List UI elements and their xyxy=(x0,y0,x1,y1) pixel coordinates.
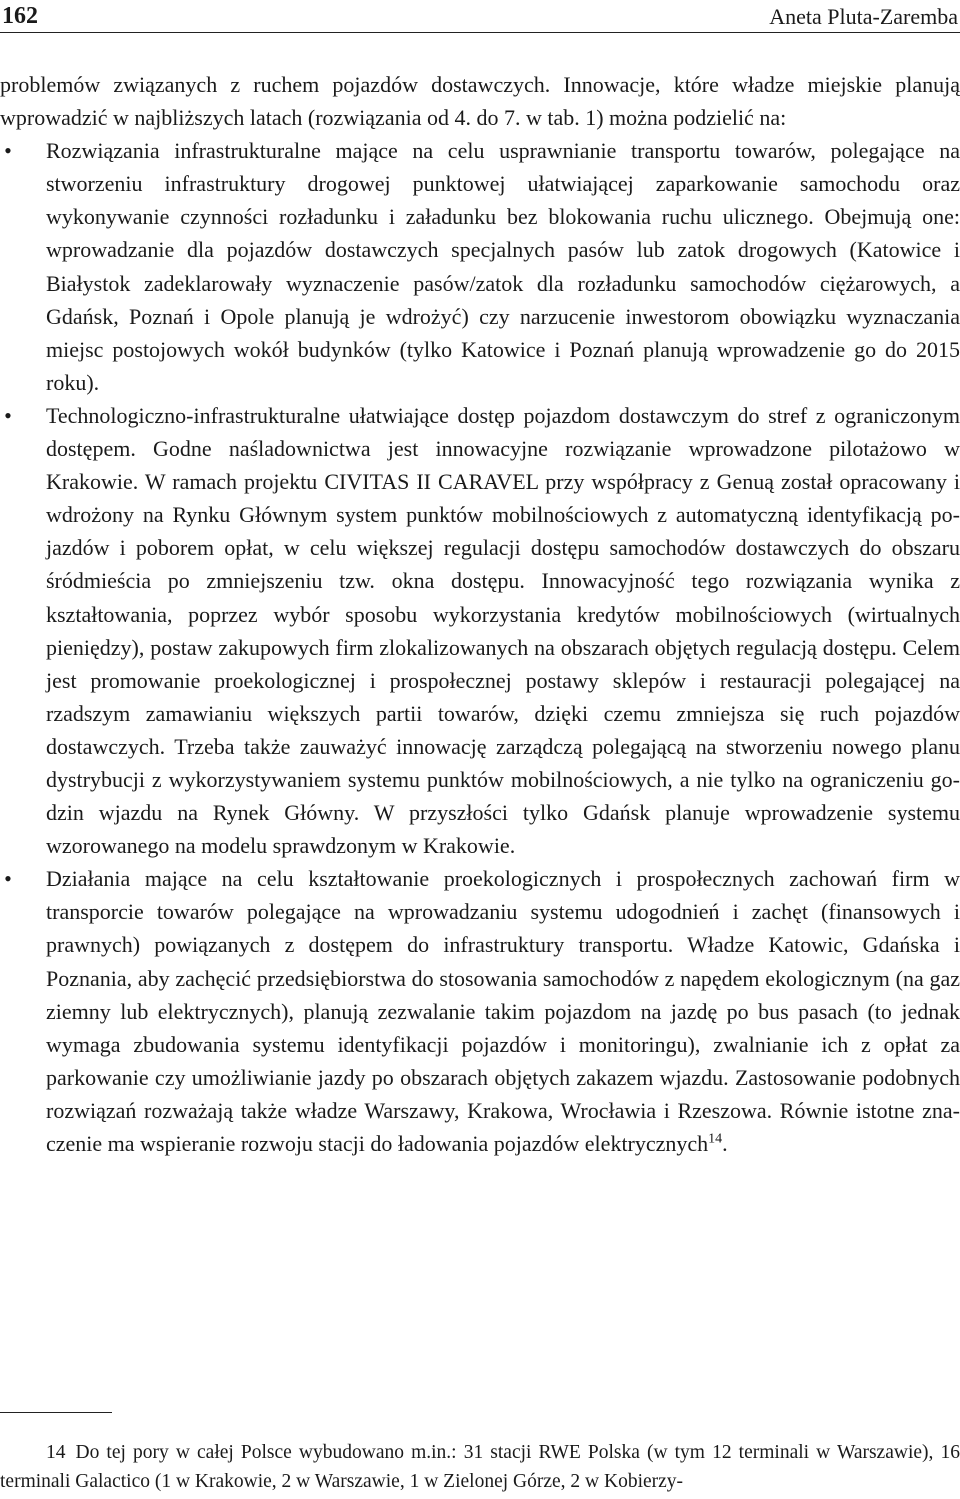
list-item-text: Działania mające na celu kształtowanie proekologicznych i prospołecznych zachowań firm w transporcie towarów polegające na wprowadzaniu systemu udogodnień i zachęt (finansowych i prawnych) powiązanych z dostępem do infrastruktury transportu. Władze Katowic, Gdańska i Poznania, aby zachęcić przedsiębiorstwa do stosowania samochodów z napędem ekologicznym (na gaz ziemny lub elektrycznych), planują zezwalanie takim pojazdom na jazdę po bus pasach (to jednak wymaga zbudowania systemu identyfikacji pojazdów i monitoringu), zwalnianie ich z opłat za parkowanie czy umożliwianie jazdy po obszarach objętych zakazem wjazdu. Zastosowanie podobnych rozwiązań rozważają także władze Warszawy, Krakowa, Wrocławia i Rzeszowa. Równie istotne znaczenie ma wspieranie rozwoju stacji do ładowania pojazdów elektrycznych xyxy=(46,866,960,1156)
footnote-number: 14 xyxy=(46,1442,66,1463)
bullet-list xyxy=(0,134,960,1160)
bullet-icon: • xyxy=(4,402,12,428)
list-item xyxy=(0,134,960,399)
footnote-separator xyxy=(0,1412,112,1413)
page-number: 162 xyxy=(2,3,38,29)
page-header xyxy=(0,0,960,33)
footnote xyxy=(0,1438,960,1496)
list-item-text: Rozwiązania infrastrukturalne mające na celu usprawnianie transportu towarów, polegające na stworzeniu infrastruktury drogowej punktowej ułatwiającej zaparkowanie samochodu oraz wykonywanie czynności rozładunku i załadunku bez blokowania ruchu ulicznego. Obejmują one: wprowadzanie dla pojazdów dostawczych specjalnych pasów lub zatok drogowych (Katowice i Białystok zadeklarowały wyznaczenie pasów/zatok dla rozładunku samochodów ciężarowych, a Gdańsk, Poznań i Opole planują je wdrożyć) czy narzucenie inwestorom obowiązku wyznaczania miejsc postojowych wokół budynków (tylko Katowice i Poznań planują wprowadzenie go do 2015 roku). xyxy=(46,138,960,395)
list-item-text: Technologiczno-infrastrukturalne ułatwiające dostęp pojazdom dostawczym do stref z ograniczonym dostępem. Godne naśladownictwa jest innowacyjne rozwiązanie wprowadzone pilotażowo w Krakowie. W ramach projektu CIVITAS II CARAVEL przy współpracy z Genuą został opracowany i wdrożony na Rynku Głównym system punktów mobilnościowych z automatyczną identyfikacją pojazdów i poborem opłat, w celu większej regulacji dostępu samochodów dostawczych do obszaru śródmieścia po zmniejszeniu tzw. okna dostępu. Innowacyjność tego rozwiązania wynika z kształtowania, poprzez wybór sposobu wykorzystania kredytów mobilnościowych (wirtualnych pieniędzy), postaw zakupowych firm zlokalizowanych na obszarach objętych regulacją dostępu. Celem jest promowanie proekologicznej i prospołecznej postawy sklepów i restauracji polegającej na rzadszym zamawianiu większych partii towarów, dzięki czemu zmniejsza się ruch pojazdów dostawczych. Trzeba także zauważyć innowację zarządczą polegającą na stworzeniu nowego planu dystrybucji z wykorzystywaniem systemu punktów mobilnościowych, a nie tylko na ograniczeniu godzin wjazdu na Rynek Główny. W przyszłości tylko Gdańsk planuje wprowadzenie systemu wzorowanego na modelu sprawdzonym w Krakowie. xyxy=(46,402,960,859)
running-head-author: Aneta Pluta-Zaremba xyxy=(769,4,958,29)
bullet-icon: • xyxy=(4,138,12,164)
list-item-trailing: . xyxy=(722,1131,728,1156)
footnote-reference[interactable]: 14 xyxy=(708,1131,723,1147)
footnote-text: Do tej pory w całej Polsce wybudowano m.in.: 31 stacji RWE Polska (w tym 12 terminali w Warszawie), 16 terminali Galactico (1 w Krakowie, 2 w Warszawie, 1 w Zielonej Górze, 2 w Kobierzy- xyxy=(0,1442,960,1492)
list-item xyxy=(0,862,960,1160)
intro-paragraph: problemów związanych z ruchem pojazdów dostawczych. Innowacje, które władze miejskie planują wprowadzić w najbliższych latach (rozwiązania od 4. do 7. w tab. 1) można podzielić na: xyxy=(0,72,960,131)
list-item xyxy=(0,399,960,862)
bullet-icon: • xyxy=(4,866,12,892)
body-text xyxy=(0,68,960,1160)
